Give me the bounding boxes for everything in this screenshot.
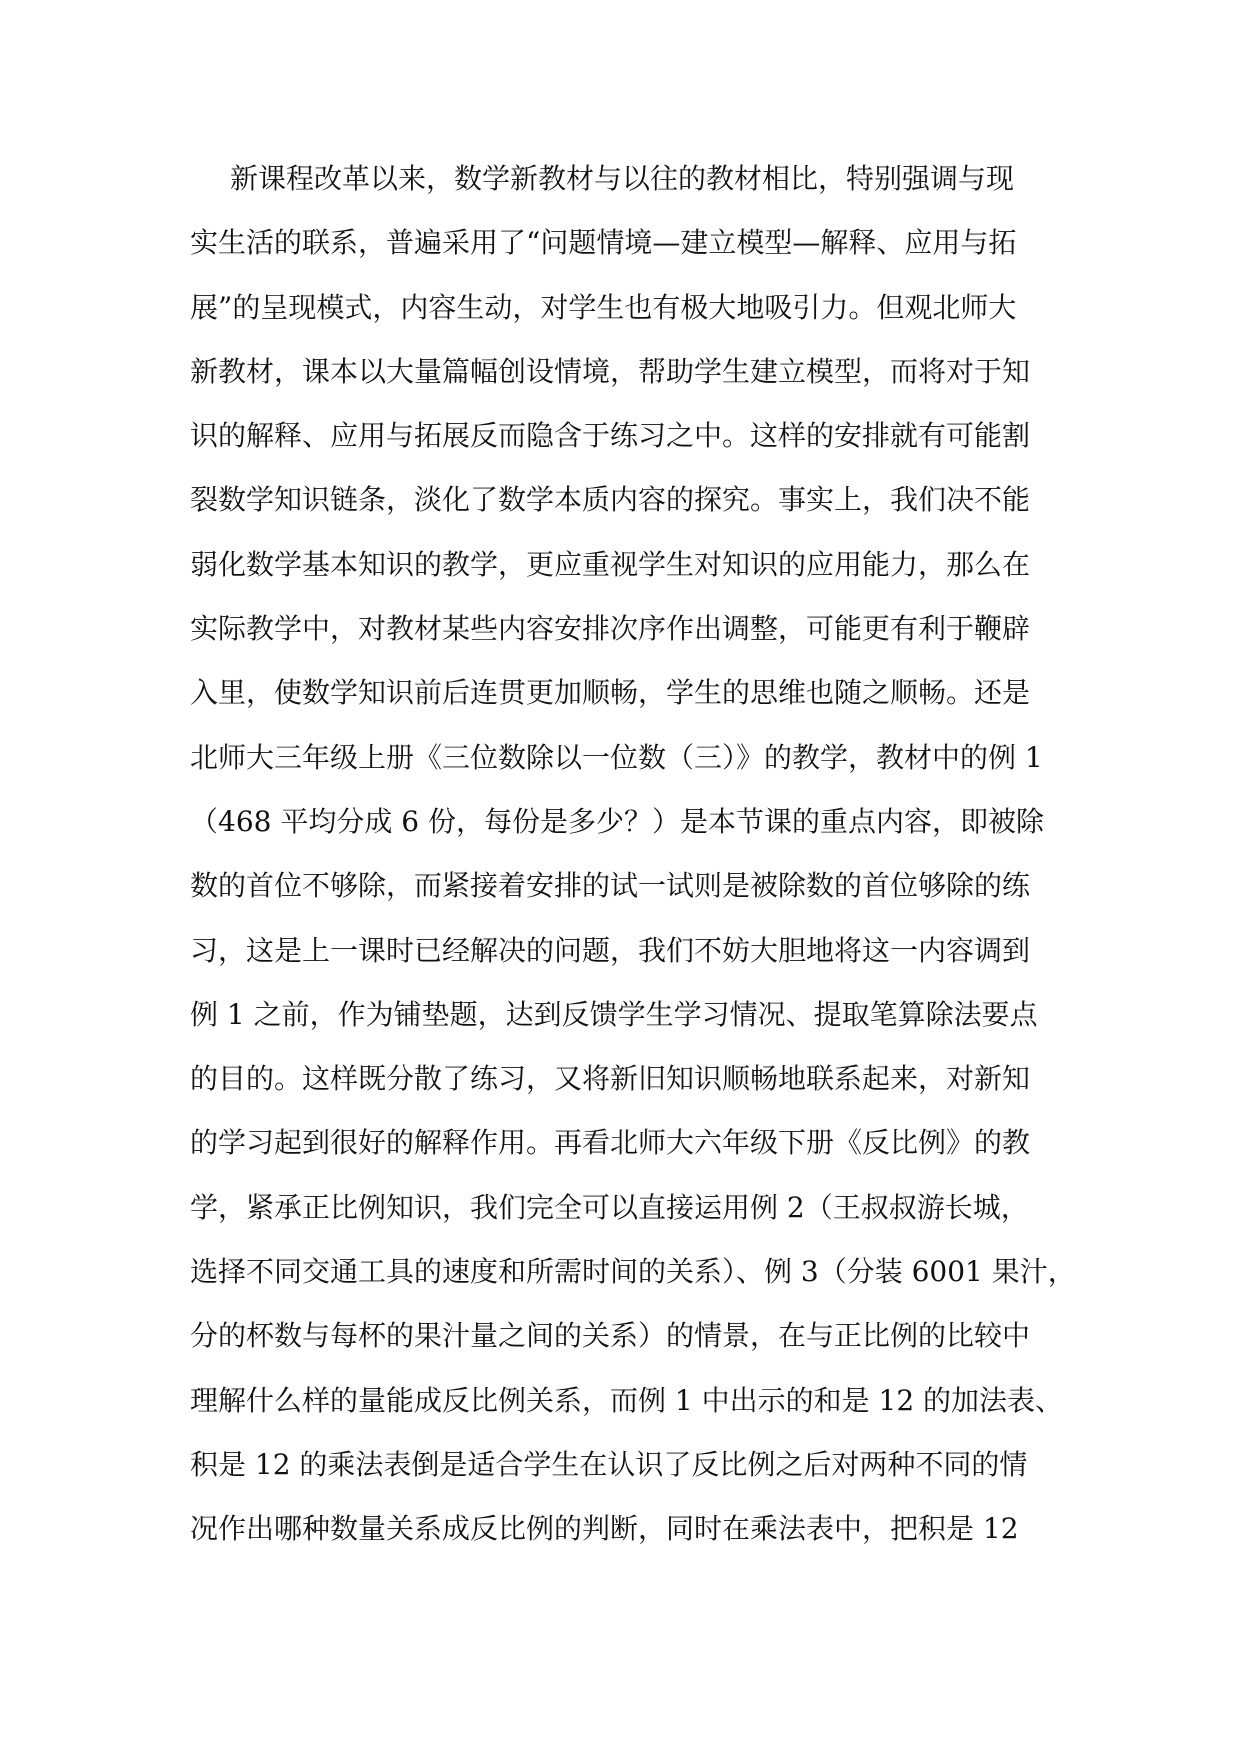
text-line: 入里，使数学知识前后连贯更加顺畅，学生的思维也随之顺畅。还是 xyxy=(190,676,1031,710)
text-line: 北师大三年级上册《三位数除以一位数（三）》的教学，教材中的例 1 xyxy=(190,740,1043,774)
text-line: 新课程改革以来，数学新教材与以往的教材相比，特别强调与现 xyxy=(230,162,1015,195)
text-line: 新教材，课本以大量篇幅创设情境，帮助学生建立模型，而将对于知 xyxy=(190,354,1031,388)
text-line: 理解什么样的量能成反比例关系，而例 1 中出示的和是 12 的加法表、 xyxy=(190,1383,1064,1417)
text-line: 选择不同交通工具的速度和所需时间的关系）、例 3（分装 6001 果汁， xyxy=(190,1255,1076,1289)
text-line: （468 平均分成 6 份，每份是多少？）是本节课的重点内容，即被除 xyxy=(190,804,1044,838)
text-line: 的学习起到很好的解释作用。再看北师大六年级下册《反比例》的教 xyxy=(190,1126,1031,1160)
text-line: 习，这是上一课时已经解决的问题，我们不妨大胆地将这一内容调到 xyxy=(190,933,1031,967)
text-line: 数的首位不够除，而紧接着安排的试一试则是被除数的首位够除的练 xyxy=(190,869,1031,903)
text-line: 分的杯数与每杯的果汁量之间的关系）的情景，在与正比例的比较中 xyxy=(190,1319,1031,1353)
body-paragraph xyxy=(190,160,1076,1575)
text-line: 积是 12 的乘法表倒是适合学生在认识了反比例之后对两种不同的情 xyxy=(190,1447,1028,1481)
text-line: 实生活的联系，普遍采用了“问题情境—建立模型—解释、应用与拓 xyxy=(190,226,1017,260)
text-line: 实际教学中，对教材某些内容安排次序作出调整，可能更有利于鞭辟 xyxy=(190,612,1031,646)
text-line: 况作出哪种数量关系成反比例的判断，同时在乘法表中，把积是 12 xyxy=(190,1512,1019,1546)
text-line: 展”的呈现模式，内容生动，对学生也有极大地吸引力。但观北师大 xyxy=(190,290,1017,324)
text-line: 裂数学知识链条，淡化了数学本质内容的探究。事实上，我们决不能 xyxy=(190,483,1031,517)
text-line: 例 1 之前，作为铺垫题，达到反馈学生学习情况、提取笔算除法要点 xyxy=(190,997,1038,1031)
text-line: 识的解释、应用与拓展反而隐含于练习之中。这样的安排就有可能割 xyxy=(190,419,1031,453)
text-line: 弱化数学基本知识的教学，更应重视学生对知识的应用能力，那么在 xyxy=(190,547,1031,581)
text-line: 的目的。这样既分散了练习，又将新旧知识顺畅地联系起来，对新知 xyxy=(190,1062,1031,1096)
text-line: 学，紧承正比例知识，我们完全可以直接运用例 2（王叔叔游长城， xyxy=(190,1190,1029,1224)
